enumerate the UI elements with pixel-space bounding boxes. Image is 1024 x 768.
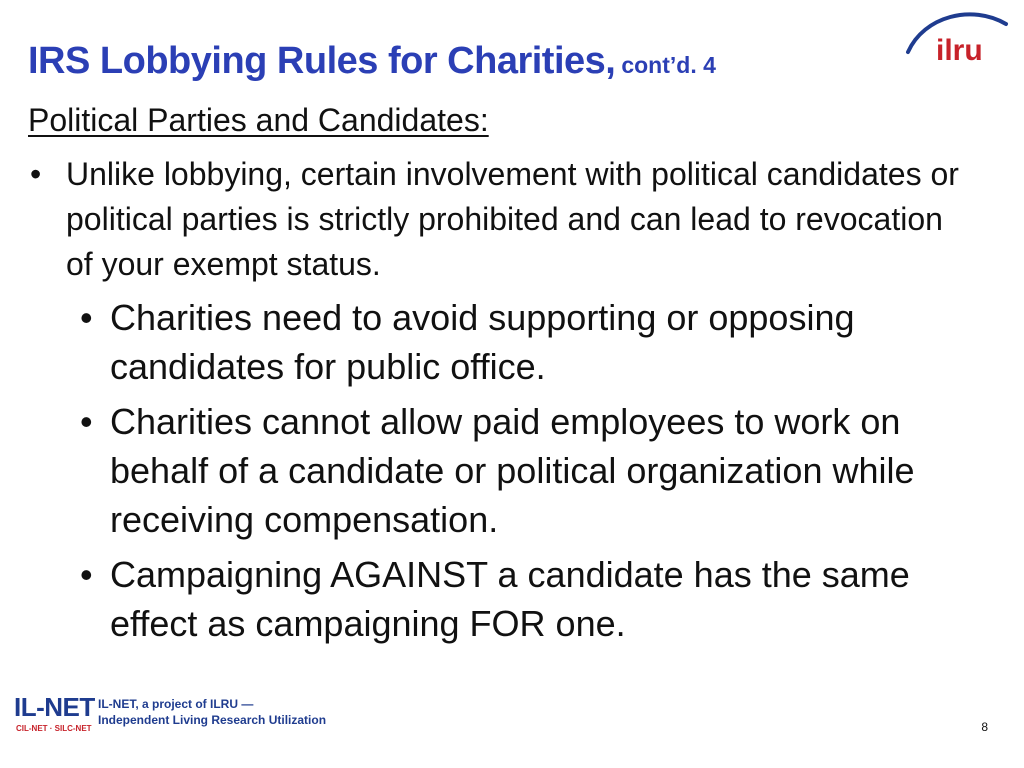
- ilru-logo-text: ilru: [936, 34, 983, 67]
- page-number: 8: [981, 720, 988, 734]
- sub-list-item: [66, 550, 978, 648]
- footer-tagline: [98, 696, 326, 728]
- sub-list-item-text: Charities cannot allow paid employees to work on behalf of a candidate or political organization while receiving compensation.: [110, 401, 915, 540]
- bullet-dot: •: [80, 297, 93, 338]
- list-item-text: Unlike lobbying, certain involvement with political candidates or political parties is strictly prohibited and can lead to revocation of your exempt status.: [66, 156, 959, 282]
- sub-bullet-list: [66, 293, 978, 648]
- sub-list-item: [66, 397, 978, 544]
- footer-tagline-line1: IL-NET, a project of ILRU —: [98, 697, 254, 711]
- footer-tagline-line2: Independent Living Research Utilization: [98, 713, 327, 727]
- bullet-dot: •: [30, 156, 42, 192]
- bullet-dot: •: [80, 401, 93, 442]
- subheading: Political Parties and Candidates:: [28, 102, 489, 138]
- sub-list-item-text: Campaigning AGAINST a candidate has the same effect as campaigning FOR one.: [110, 554, 910, 644]
- sub-list-item-text: Charities need to avoid supporting or opposing candidates for public office.: [110, 297, 855, 387]
- bullet-list: [28, 152, 978, 654]
- title-suffix: cont’d. 4: [621, 52, 716, 78]
- bullet-dot: •: [80, 554, 93, 595]
- list-item: [28, 152, 978, 648]
- footer-logo: [14, 692, 327, 740]
- slide-title: [28, 40, 716, 83]
- il-net-logo: IL-NET: [14, 692, 95, 722]
- sub-list-item: [66, 293, 978, 391]
- ilru-logo: [902, 6, 1012, 68]
- il-net-subtext: CIL-NET · SILC-NET: [16, 724, 92, 733]
- title-main: IRS Lobbying Rules for Charities,: [28, 40, 616, 82]
